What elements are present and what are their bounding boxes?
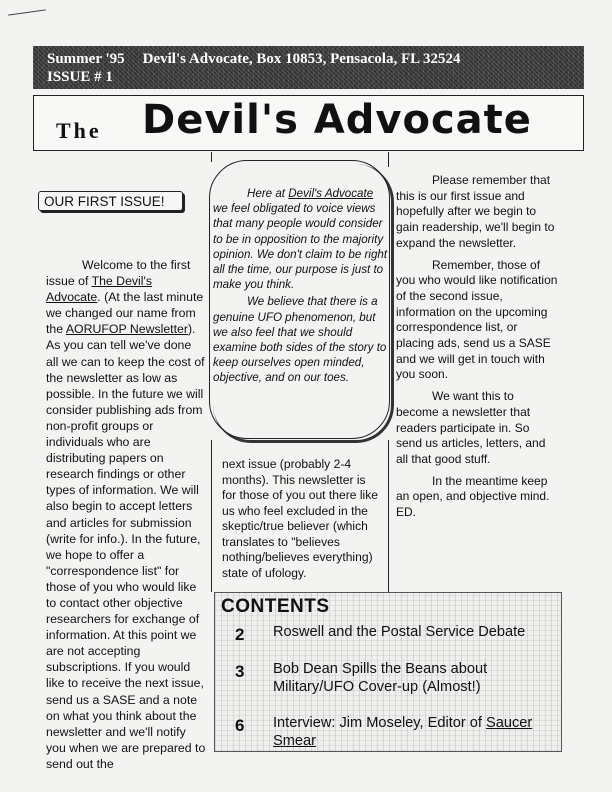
column-3-paragraph-2: Remember, those of you who would like notification of the second issue, information on the upcoming correspondence list, or placing ads, send us a SASE and we will get in touch with you soon. [396, 257, 558, 382]
column-1-paragraph [46, 257, 206, 772]
masthead-the: The [56, 118, 102, 143]
header-line-1 [47, 50, 461, 68]
column-2 [222, 457, 382, 581]
oval-text-b: we feel obligated to voice views that many people would consider to be in opposition to the majority opinion. We don't claim to be right all the time, our purpose is just to make you think. [213, 202, 388, 292]
contents-title: CONTENTS [221, 596, 330, 617]
column-1-text-a: Welcome to the first issue of [46, 258, 191, 289]
contents-box [214, 592, 562, 752]
masthead [33, 95, 584, 151]
column-rule-left-top [211, 152, 212, 162]
oval-text [213, 186, 389, 388]
header-bar [33, 46, 584, 89]
column-3-paragraph-1: Please remember that this is our first issue and hopefully after we begin to gain readership, we'll begin to expand the newsletter. [396, 173, 555, 250]
toc-page-number: 6 [235, 716, 245, 735]
column-1-text-b: . (At the last minute we changed our name from the [46, 290, 204, 337]
column-3-paragraph-4: In the meantime keep an open, and objective mind. ED. [396, 473, 550, 520]
old-newsletter-name-underlined: AORUFOP Newsletter [65, 322, 188, 337]
first-issue-heading: OUR FIRST ISSUE! [38, 191, 183, 211]
column-3-paragraph-3: We want this to become a newsletter that readers participate in. So send us articles, letters, and all that good stuff. [396, 389, 546, 466]
toc-article-title: Roswell and the Postal Service Debate [273, 624, 526, 640]
column-1 [46, 257, 206, 772]
stray-pen-mark [8, 9, 46, 15]
oval-paragraph-2: We believe that there is a genuine UFO phenomenon, but we also feel that we should examine both sides of the story to keep ourselves open minded, objective, and on our toes. [213, 295, 387, 385]
newsletter-name-underlined: The Devil's Advocate [46, 274, 153, 305]
column-rule-right-top [388, 152, 389, 167]
toc-article-title-underlined: Saucer Smear [273, 715, 533, 749]
column-rule-right [388, 440, 389, 592]
masthead-title: Devil's Advocate [142, 97, 532, 143]
oval-paragraph-1 [213, 186, 389, 292]
header-issue: ISSUE # 1 [47, 69, 113, 85]
toc-page-number: 3 [235, 662, 245, 681]
column-1-text-c: ). As you can tell we've done all we can to keep the cost of the newsletter as low as possible. In the future we will consider publishing ads from non-profit groups or individuals who are distributing papers on research findings or other types of information. We will also begin to accept letters and articles for submission (write for info.). In the future, we hope to offer a "correspondence list" for those of you who would like to contact other objective researchers for exchange of information. At this point we are not accepting subscriptions. If you would like to receive the next issue, send us a SASE and a note on what you think about the newsletter and we'll notify you when we are prepared to send out the [46, 322, 206, 771]
oval-text-a: Here at [247, 187, 289, 200]
toc-page-number: 2 [235, 625, 245, 644]
oval-underlined-name: Devil's Advocate [288, 187, 374, 200]
toc-article-title: Bob Dean Spills the Beans about Military/UFO Cover-up (Almost!) [273, 661, 488, 695]
toc-article-title [273, 714, 543, 750]
toc-article-title-text: Interview: Jim Moseley, Editor of [273, 715, 487, 731]
column-3 [396, 173, 558, 527]
column-2-paragraph: next issue (probably 2-4 months). This newsletter is for those of you out there like us who feel excluded in the skeptic/true believer (which translates to "believes nothing/believes everything) state of ufology. [222, 457, 378, 580]
header-address: Devil's Advocate, Box 10853, Pensacola, FL 32524 [142, 51, 461, 67]
column-rule-left [211, 440, 212, 592]
header-season: Summer '95 [47, 51, 125, 67]
